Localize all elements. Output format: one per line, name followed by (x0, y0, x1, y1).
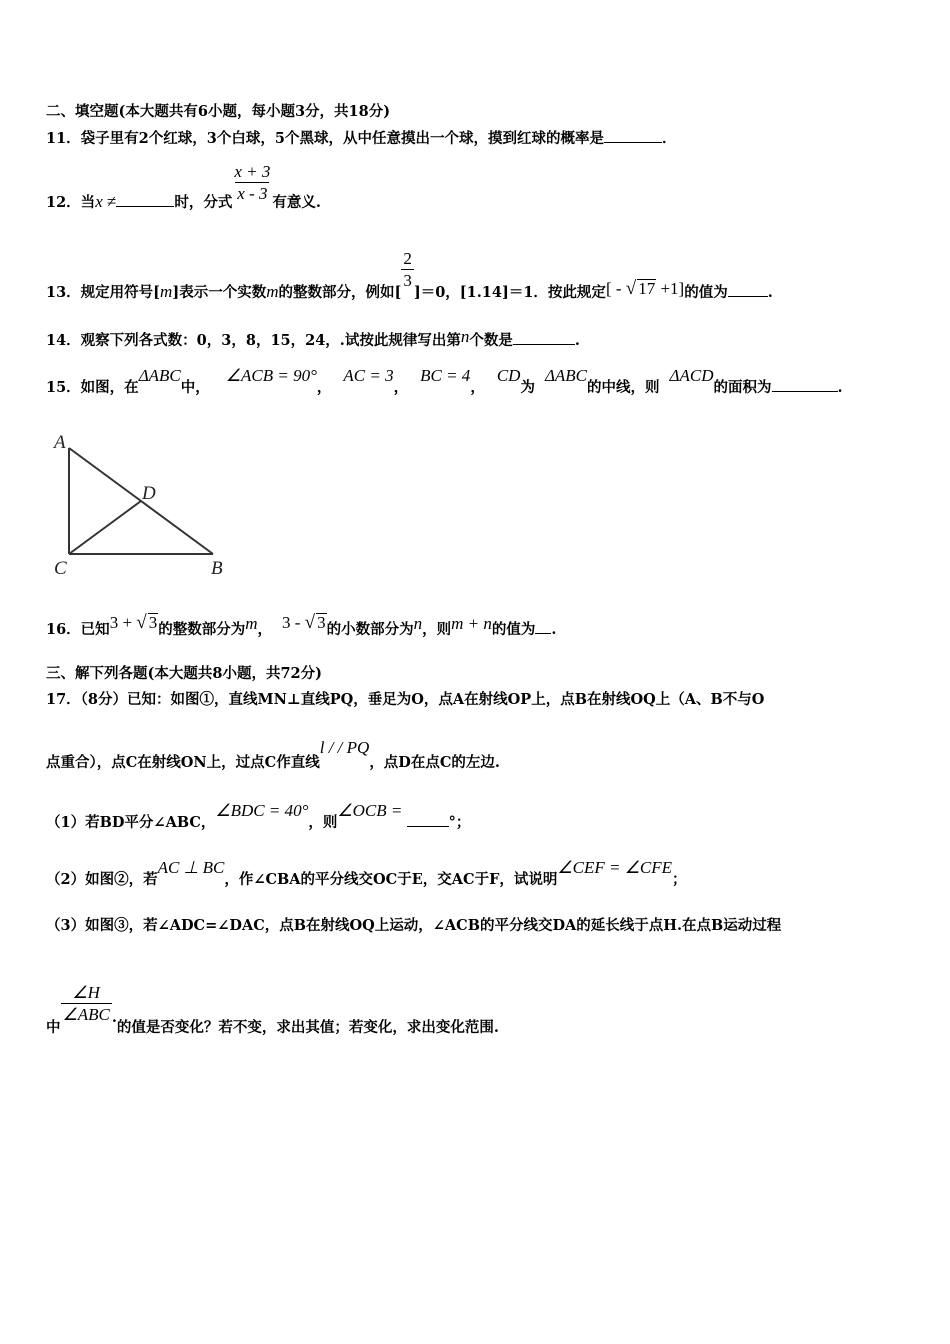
answer-blank[interactable] (535, 619, 551, 634)
question-13: 13．规定用符号[m]表示一个实数m的整数部分，例如[ $\frac{2}{3}$ ]＝0，[1.14]＝1．按此规定[ - √ 17 +1]的值为 . (46, 249, 773, 301)
section-2-title: 二、填空题(本大题共有6小题，每小题3分，共18分) (46, 103, 391, 120)
question-17-part-1: （1）若BD平分∠ABC，∠BDC = 40°，则∠OCB = °； (46, 801, 471, 831)
question-14: 14．观察下列各式数：0，3，8，15，24，.试按此规律写出第n个数是 . (46, 327, 580, 349)
answer-blank[interactable] (513, 330, 575, 345)
triangle-figure (48, 428, 233, 583)
label-d: D (142, 483, 156, 504)
question-11: 11．袋子里有2个红球，3个白球，5个黑球，从中任意摸出一个球，摸到红球的概率是 ． (46, 130, 677, 147)
label-b: B (211, 558, 223, 579)
label-a: A (54, 432, 66, 453)
answer-blank[interactable] (728, 282, 768, 297)
answer-blank[interactable] (772, 377, 838, 392)
answer-blank[interactable] (604, 128, 662, 143)
question-12: 12．当x ≠ 时，分式 $\frac{x + 3}{x - 3}$ 有意义. (46, 162, 321, 211)
question-17-part-3-cont: 中 $\frac{\angle H}{\text{∠ABC}}$ .的值是否变化？若不变，求出其值；若变化，求出变化范围. (46, 983, 499, 1036)
segment-cd (69, 501, 141, 554)
question-15: 15．如图，在ΔABC中，∠ACB = 90°，AC = 3，BC = 4，CD为ΔABC的中线，则ΔACD的面积为 . (46, 366, 843, 396)
question-17-line-1: 17．（8分）已知：如图①，直线MN⊥直线PQ，垂足为O，点A在射线OP上，点B在射线OQ上（A、B不与O (46, 691, 765, 708)
question-17-part-2: （2）如图②，若AC ⊥ BC，作∠CBA的平分线交OC于E，交AC于F，试说明∠CEF = ∠CFE； (46, 858, 687, 888)
question-17-part-3: （3）如图③，若∠ADC=∠DAC，点B在射线OQ上运动，∠ACB的平分线交DA的延长线于点H.在点B运动过程 (46, 917, 782, 934)
answer-blank[interactable] (116, 192, 174, 207)
section-3-title: 三、解下列各题(本大题共8小题，共72分) (46, 665, 322, 682)
answer-blank[interactable] (407, 812, 449, 827)
fraction: $\frac{\angle H}{\text{∠ABC}}$ (62, 983, 110, 1024)
question-16: 16．已知3 + √ 3的整数部分为m， 3 - √ 3的小数部分为n，则m + n的值为 . (46, 612, 557, 638)
question-17-line-2: 点重合），点C在射线ON上，过点C作直线l / / PQ，点D在点C的左边. (46, 738, 500, 771)
label-c: C (54, 558, 67, 579)
fraction: $\frac{2}{3}$ (403, 249, 412, 290)
fraction: $\frac{x + 3}{x - 3}$ (234, 162, 271, 203)
